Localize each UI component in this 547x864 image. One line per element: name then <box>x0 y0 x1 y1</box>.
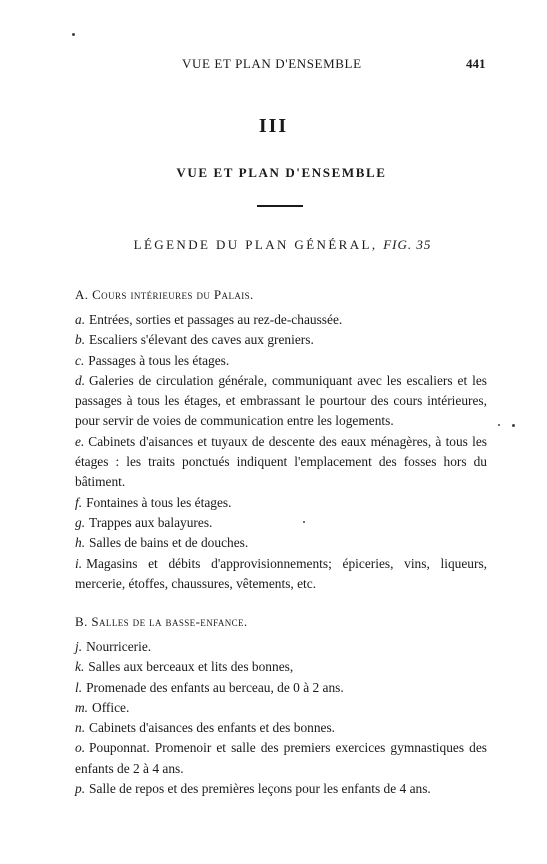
entry-text: Salles aux berceaux et lits des bonnes, <box>88 659 294 675</box>
running-title: VUE ET PLAN D'ENSEMBLE <box>182 56 362 71</box>
entry-text: Magasins et débits d'approvisionnements; épiceries, vins, liqueurs, mercerie, étoffes, chaussures, vêtements, etc. <box>75 555 487 591</box>
entry-key: o. <box>75 740 86 756</box>
entry-key: m. <box>75 699 89 715</box>
legend-entry-m <box>75 698 487 718</box>
running-header <box>0 56 547 74</box>
legend-entry-o <box>75 738 487 779</box>
entry-key: f. <box>75 494 83 510</box>
section-b-entries <box>75 637 487 799</box>
section-b-heading <box>75 614 248 630</box>
entry-key: l. <box>75 679 83 695</box>
entry-key: h. <box>75 535 86 551</box>
legend-entry-d <box>75 371 487 432</box>
section-a-letter: A. <box>75 287 89 302</box>
legend-entry-g <box>75 513 487 533</box>
entry-key: b. <box>75 332 86 348</box>
legend-entry-p <box>75 779 487 799</box>
legend-entry-c <box>75 351 487 371</box>
entry-text: Galeries de circulation générale, communiquant avec les escaliers et les passages à tous les étages, et embrassant le pourtour des cours intérieures, pour servir de voies de communication entre les logements. <box>75 372 487 429</box>
entry-key: i. <box>75 555 83 571</box>
page-number: 441 <box>466 56 486 71</box>
entry-text: Cabinets d'aisances et tuyaux de descente des eaux ménagères, à tous les étages : les traits ponctués indiquent l'emplacement des fosses hors du bâtiment. <box>75 433 487 490</box>
legend-entry-i <box>75 554 487 595</box>
legend-entry-f <box>75 493 487 513</box>
entry-key: a. <box>75 312 86 327</box>
chapter-number: III <box>258 115 289 137</box>
title-rule <box>257 205 303 207</box>
legend-entry-b <box>75 330 487 350</box>
entry-text: Salles de bains et de douches. <box>89 535 249 551</box>
legend-entry-h <box>75 533 487 553</box>
legend-entry-k <box>75 657 487 677</box>
legend-fig-label: FIG. 35 <box>383 237 432 252</box>
legend-entry-e <box>75 432 487 493</box>
legend-entry-n <box>75 718 487 738</box>
entry-key: p. <box>75 781 86 797</box>
entry-key: e. <box>75 433 85 449</box>
print-speck <box>498 424 500 426</box>
print-speck <box>303 521 305 523</box>
entry-key: g. <box>75 514 86 530</box>
print-speck <box>512 424 515 427</box>
entry-text: Passages à tous les étages. <box>88 352 230 368</box>
entry-text: Escaliers s'élevant des caves aux greniers. <box>89 332 314 348</box>
entry-key: k. <box>75 659 85 675</box>
legend-entry-j <box>75 637 487 657</box>
print-speck <box>72 33 75 36</box>
legend-title <box>0 237 547 253</box>
section-b-letter: B. <box>75 614 88 629</box>
entry-text: Nourricerie. <box>86 639 152 654</box>
entry-key: n. <box>75 720 86 736</box>
section-a-entries <box>75 310 487 594</box>
chapter-title: VUE ET PLAN D'ENSEMBLE <box>176 165 387 180</box>
entry-text: Fontaines à tous les étages. <box>86 494 232 510</box>
legend-entry-a <box>75 310 487 330</box>
entry-text: Promenade des enfants au berceau, de 0 à 2 ans. <box>86 679 344 695</box>
legend-entry-l <box>75 678 487 698</box>
entry-text: Trappes aux balayures. <box>89 514 213 530</box>
entry-text: Pouponnat. Promenoir et salle des premiers exercices gymnastiques des enfants de 2 à 4 ans. <box>75 740 487 776</box>
entry-key: j. <box>75 639 83 654</box>
section-a-title: Cours intérieures du Palais. <box>92 287 254 302</box>
entry-key: d. <box>75 372 86 388</box>
entry-key: c. <box>75 352 85 368</box>
entry-text: Cabinets d'aisances des enfants et des bonnes. <box>89 720 336 736</box>
section-a-heading <box>75 287 254 303</box>
legend-title-text: LÉGENDE DU PLAN GÉNÉRAL, <box>133 237 378 252</box>
entry-text: Salle de repos et des premières leçons pour les enfants de 4 ans. <box>89 781 431 797</box>
entry-text: Office. <box>92 699 130 715</box>
section-b-title: Salles de la basse-enfance. <box>91 614 248 629</box>
entry-text: Entrées, sorties et passages au rez-de-chaussée. <box>89 312 343 327</box>
